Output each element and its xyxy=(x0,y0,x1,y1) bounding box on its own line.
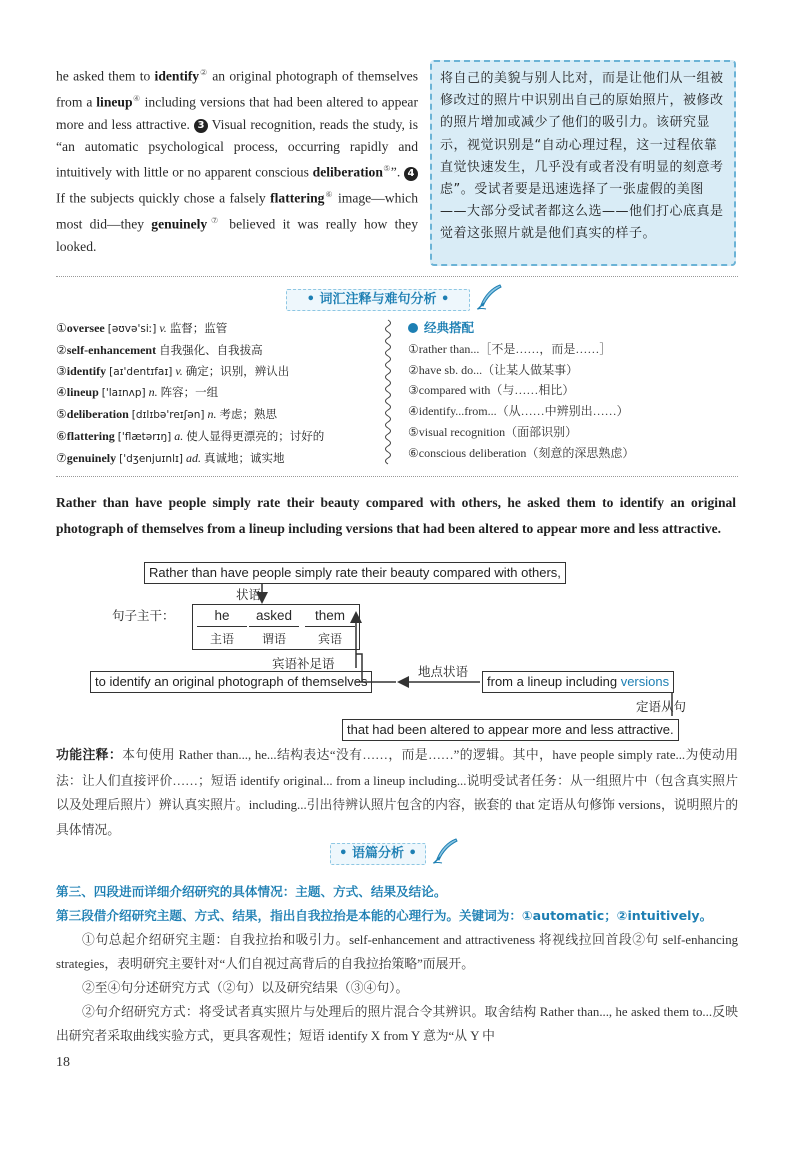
function-note xyxy=(56,743,738,842)
bullet-icon xyxy=(408,323,418,333)
vocab-meaning: 考虑；熟思 xyxy=(219,407,277,422)
function-note-label: 功能注释： xyxy=(56,748,123,763)
vocab-meaning: 监督；监管 xyxy=(169,321,228,335)
label-object-complement: 宾语补足语 xyxy=(272,656,335,671)
core-object xyxy=(305,607,355,648)
divider xyxy=(56,476,738,477)
vocab-pos: v. xyxy=(175,363,183,378)
core-zh: 宾语 xyxy=(317,632,342,646)
passage-seg: including versions that had been altered to appear more and less attractive. xyxy=(56,94,418,132)
passage-seg: Visual recognition, reads the study, is “an automatic psychological process, occurring rapidly and intuitively with little or no apparent conscious xyxy=(56,116,418,180)
phrases-heading xyxy=(408,318,738,339)
vocab-pos: ad. xyxy=(185,450,201,465)
vocab-pos: n. xyxy=(148,385,158,400)
phrase-item: ①rather than...［不是……，而是……］ xyxy=(408,341,612,356)
divider xyxy=(56,276,738,277)
quill-icon xyxy=(430,836,460,866)
vocab-item xyxy=(56,361,388,383)
prep-text: from a lineup including xyxy=(487,674,621,689)
translation-box: 将自己的美貌与别人比对，而是让他们从一组被修改过的照片中识别出自己的原始照片，被修改的照片增加或减少了他们的吸引力。该研究显示，视觉识别是“自动心理过程，这一过程依靠直觉快速发生，几乎没有或者没有明显的刻意考虑”。受试者要是迅速选择了一张虚假的美图——大部分受试者都这么选——他们打心底真是觉着这张照片就是他们真实的样子。 xyxy=(430,60,736,266)
vocab-word-deliberation: deliberation xyxy=(312,164,383,180)
phrase-list xyxy=(408,318,738,464)
core-en: he xyxy=(197,607,247,627)
vocab-word: lineup xyxy=(66,385,99,400)
vocab-num: ⑦ xyxy=(56,450,67,465)
vocab-meaning: 阵容；一组 xyxy=(160,385,219,400)
vocab-item xyxy=(56,404,388,426)
vocab-section-title: • 词汇注释与难句分析 • xyxy=(286,289,470,311)
diagram-clause-box: that had been altered to appear more and less attractive. xyxy=(342,719,679,741)
passage-seg: he asked them to xyxy=(56,68,155,84)
label-main-clause: 句子主干： xyxy=(112,608,175,623)
core-zh: 谓语 xyxy=(261,632,286,646)
core-en: asked xyxy=(249,607,299,627)
passage-seg: believed it was really how they looked. xyxy=(56,216,419,254)
diagram-prep-box xyxy=(482,671,674,693)
vocab-ipa: ['flætərɪŋ] xyxy=(117,430,172,443)
quill-icon xyxy=(474,282,504,312)
footnote-marker: ⑥ xyxy=(324,190,334,200)
sentence-marker-4: 4 xyxy=(404,167,418,181)
passage-seg: ”. xyxy=(390,164,404,180)
phrases-title: 经典搭配 xyxy=(424,320,475,335)
phrase-item: ⑥conscious deliberation（刻意的深思熟虑） xyxy=(408,445,635,460)
vocab-word-lineup: lineup xyxy=(96,94,133,110)
phrase-item: ⑤visual recognition（面部识别） xyxy=(408,424,578,439)
passage-paragraph xyxy=(56,62,418,258)
vocab-meaning: 确定；识别，辨认出 xyxy=(185,363,290,378)
sentence-marker-3: 3 xyxy=(194,119,208,133)
analysis-keywords: 第三段借介绍研究主题、方式、结果，指出自我拉抬是本能的心理行为。关键词为：①automatic；②intuitively。 xyxy=(56,908,713,923)
passage-seg: image—which most did—they xyxy=(56,190,418,232)
phrase-item: ③compared with（与……相比） xyxy=(408,383,575,398)
vocab-ipa: [dɪlɪbə'reɪʃən] xyxy=(131,409,205,422)
footnote-marker: ⑦ xyxy=(207,215,223,225)
hard-sentence: Rather than have people simply rate their beauty compared with others, he asked them to identify an original photograph of themselves from a lineup including versions that had been altered to appear more and less attractive. xyxy=(56,495,736,536)
spiral-divider xyxy=(380,318,396,466)
vocab-word-identify: identify xyxy=(154,68,200,84)
label-adverbial: 状语 xyxy=(236,587,262,602)
footnote-marker: ② xyxy=(199,68,208,77)
analysis-body xyxy=(56,880,738,1048)
diagram-infinitive-box: to identify an original photograph of themselves xyxy=(90,671,372,693)
core-clause-box xyxy=(192,604,360,650)
vocab-num: ⑤ xyxy=(56,407,67,422)
vocab-meaning: 真诚地；诚实地 xyxy=(203,450,285,465)
core-zh: 主语 xyxy=(209,632,234,646)
vocab-num: ② xyxy=(56,342,67,357)
versions-highlight: versions xyxy=(620,674,670,689)
vocab-ipa: [əʊvə'siː] xyxy=(107,323,157,335)
footnote-marker: ④ xyxy=(132,93,141,103)
vocab-list xyxy=(56,318,388,470)
passage-seg: If the subjects quickly chose a falsely xyxy=(56,190,271,206)
passage-seg: an original photograph of themselves from a xyxy=(56,68,419,110)
analysis-summary: 第三、四段进而详细介绍研究的具体情况：主题、方式、结果及结论。 xyxy=(56,884,447,899)
vocab-ipa: ['laɪnʌp] xyxy=(101,387,146,400)
vocab-pos: a. xyxy=(174,428,184,443)
vocab-num: ③ xyxy=(56,363,67,378)
vocab-pos: v. xyxy=(159,321,167,335)
vocab-num: ⑥ xyxy=(56,428,67,443)
vocab-meaning: 自我强化、自我拔高 xyxy=(159,342,263,357)
passage-text xyxy=(56,62,418,258)
phrase-item: ②have sb. do...（让某人做某事） xyxy=(408,362,579,377)
label-place-adverbial: 地点状语 xyxy=(418,664,469,679)
vocab-word-flattering: flattering xyxy=(270,190,325,206)
vocab-word: self-enhancement xyxy=(66,342,157,357)
vocab-word: genuinely xyxy=(66,450,117,465)
label-attributive-clause: 定语从句 xyxy=(636,699,687,714)
vocab-meaning: 使人显得更漂亮的；讨好的 xyxy=(186,428,325,443)
vocab-item xyxy=(56,426,388,448)
analysis-paragraph: ②句介绍研究方式：将受试者真实照片与处理后的照片混合令其辨识。取舍结构 Rather than..., he asked them to...反映出研究者采取曲线实验方式，更具客观性；短语 identify X from Y 意为“从 Y 中 xyxy=(56,1005,738,1043)
vocab-word: identify xyxy=(66,363,107,378)
vocab-item xyxy=(56,448,388,470)
diagram-top-box: Rather than have people simply rate their beauty compared with others, xyxy=(144,562,566,584)
vocab-item xyxy=(56,318,388,340)
analysis-paragraph: ①句总起介绍研究主题：自我拉抬和吸引力。self-enhancement and attractiveness 将视线拉回首段②句 self-enhancing strategies，表明研究主要针对“人们自视过高背后的自我拉抬策略”而展开。 xyxy=(56,933,738,971)
footnote-marker: ⑤ xyxy=(382,164,391,174)
vocab-num: ④ xyxy=(56,385,67,400)
vocab-word: oversee xyxy=(66,321,105,335)
core-subject xyxy=(197,607,247,648)
vocab-word-genuinely: genuinely xyxy=(151,216,208,232)
vocab-word: deliberation xyxy=(66,407,129,422)
vocab-item xyxy=(56,382,388,404)
analysis-paragraph: ②至④句分述研究方式（②句）以及研究结果（③④句）。 xyxy=(82,981,409,995)
analysis-section-title: • 语篇分析 • xyxy=(330,843,426,865)
core-en: them xyxy=(305,607,355,627)
core-predicate xyxy=(249,607,299,648)
vocab-ipa: [aɪ'dentɪfaɪ] xyxy=(109,365,173,378)
phrase-item: ④identify...from...（从……中辨别出……） xyxy=(408,404,629,419)
vocab-item xyxy=(56,340,388,361)
page-number: 18 xyxy=(56,1055,70,1070)
vocab-num: ① xyxy=(56,321,67,335)
function-note-text: 本句使用 Rather than..., he...结构表达“没有……，而是……”的逻辑。其中，have people simply rate...为使动用法：让人们直接评价……；短语 identify original... from a lineup including...说明受试者任务：从一组照片中（包含真实照片以及处理后照片）辨认真实照片。including...引出待辨认照片包含的内容，嵌套的 that 定语从句修饰 versions，说明照片的具体情况。 xyxy=(56,748,738,837)
vocab-word: flattering xyxy=(66,428,115,443)
vocab-pos: n. xyxy=(207,407,217,422)
vocab-ipa: ['dʒenjuɪnlɪ] xyxy=(119,452,183,465)
